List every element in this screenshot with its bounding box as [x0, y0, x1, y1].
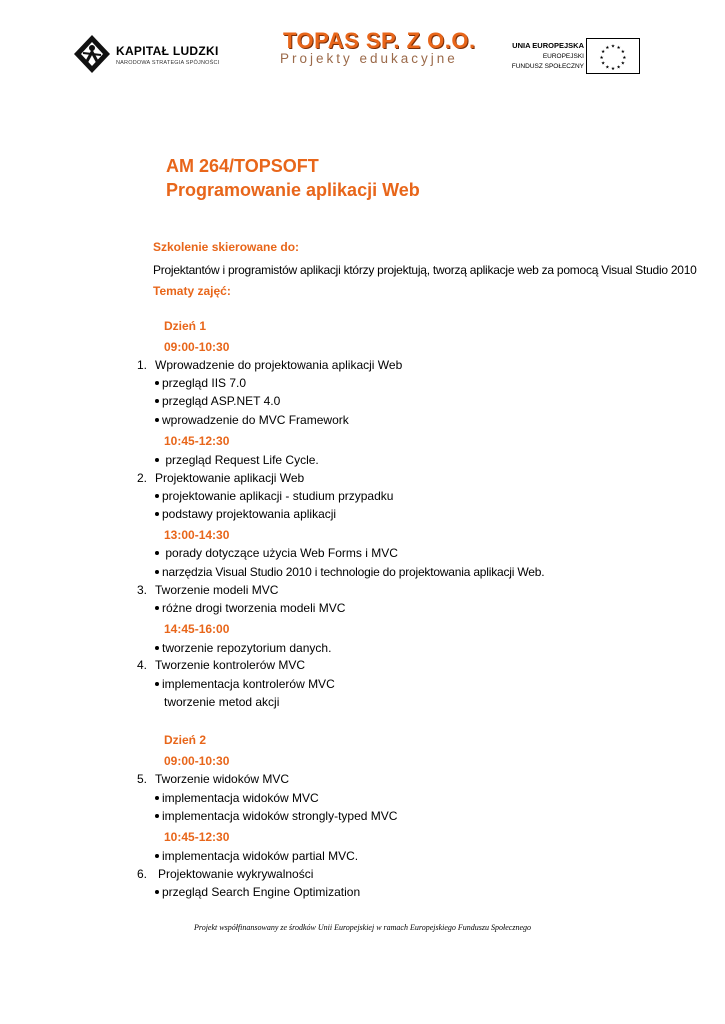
course-code: AM 264/TOPSOFT — [166, 156, 319, 176]
day2-time-slot-1: 09:00-10:30 — [164, 754, 230, 768]
day1-time-slot-1: 09:00-10:30 — [164, 340, 230, 354]
bullet-item: projektowanie aplikacji - studium przypadku — [155, 489, 393, 503]
day1-time-slot-4: 14:45-16:00 — [164, 622, 230, 636]
bullet-item: przegląd IIS 7.0 — [155, 376, 246, 390]
topic-number-2: 2. — [137, 471, 148, 485]
bullet-icon — [155, 418, 159, 422]
bullet-icon — [155, 458, 159, 462]
bullet-icon — [155, 512, 159, 516]
bullet-item: różne drogi tworzenia modeli MVC — [155, 601, 345, 615]
topic-4: Tworzenie kontrolerów MVC — [155, 658, 306, 672]
eu-flag-icon — [586, 38, 640, 74]
svg-text:★: ★ — [610, 67, 616, 73]
bullet-item: przegląd Request Life Cycle. — [155, 453, 319, 467]
eu-label-line3: FUNDUSZ SPOŁECZNY — [511, 63, 584, 70]
day1-time-slot-3: 13:00-14:30 — [164, 528, 230, 542]
bullet-icon — [155, 814, 159, 818]
bullet-item: podstawy projektowania aplikacji — [155, 507, 336, 521]
bullet-item: narzędzia Visual Studio 2010 i technologie do projektowania aplikacji Web. — [155, 565, 544, 579]
svg-text:★: ★ — [616, 46, 621, 52]
svg-text:★: ★ — [610, 44, 616, 50]
topic-2: Projektowanie aplikacji Web — [155, 471, 305, 485]
bullet-icon — [155, 399, 159, 403]
bullet-icon — [155, 381, 159, 385]
eu-label-line2: EUROPEJSKI — [542, 53, 584, 60]
svg-text:★: ★ — [616, 65, 621, 71]
bullet-icon — [155, 606, 159, 610]
eu-label-line1: UNIA EUROPEJSKA — [512, 41, 584, 50]
bullet-item: przegląd Search Engine Optimization — [155, 885, 360, 899]
day2-label: Dzień 2 — [164, 733, 207, 747]
svg-text:★: ★ — [599, 55, 604, 61]
topic-6: Projektowanie wykrywalności — [158, 867, 314, 881]
bullet-item: wprowadzenie do MVC Framework — [155, 413, 349, 427]
sub-item: tworzenie metod akcji — [164, 695, 280, 709]
bullet-icon — [155, 570, 159, 574]
svg-text:★: ★ — [601, 50, 606, 56]
bullet-item: implementacja kontrolerów MVC — [155, 677, 335, 691]
audience-text: Projektantów i programistów aplikacji którzy projektują, tworzą aplikacje web za pomocą Visual Studio 2010 — [153, 263, 697, 277]
svg-text:★: ★ — [601, 61, 606, 67]
topic-number-6: 6. — [137, 867, 148, 881]
bullet-icon — [155, 551, 159, 555]
bullet-item: porady dotyczące użycia Web Forms i MVC — [155, 546, 398, 560]
kapital-ludzki-title: KAPITAŁ LUDZKI — [116, 44, 219, 58]
topic-number-5: 5. — [137, 772, 148, 786]
topas-logo-title: TOPAS SP. Z O.O. — [283, 28, 476, 53]
svg-text:★: ★ — [605, 65, 610, 71]
bullet-icon — [155, 646, 159, 650]
topas-logo-subtitle: Projekty edukacyjne — [280, 51, 458, 66]
topic-1: Wprowadzenie do projektowania aplikacji Web — [155, 358, 403, 372]
bullet-item: przegląd ASP.NET 4.0 — [155, 394, 280, 408]
bullet-icon — [155, 494, 159, 498]
svg-text:★: ★ — [622, 55, 627, 61]
svg-text:★: ★ — [620, 50, 625, 56]
bullet-item: implementacja widoków partial MVC. — [155, 849, 358, 863]
topics-heading: Tematy zajęć: — [153, 284, 231, 298]
topic-number-1: 1. — [137, 358, 148, 372]
bullet-item: implementacja widoków MVC — [155, 791, 319, 805]
topic-5: Tworzenie widoków MVC — [155, 772, 290, 786]
day1-label: Dzień 1 — [164, 319, 207, 333]
bullet-icon — [155, 796, 159, 800]
bullet-item: implementacja widoków strongly-typed MVC — [155, 809, 397, 823]
footer-note: Projekt współfinansowany ze środków Unii Europejskiej w ramach Europejskiego Funduszu Społecznego — [194, 923, 531, 932]
audience-heading: Szkolenie skierowane do: — [153, 240, 300, 254]
bullet-icon — [155, 682, 159, 686]
kapital-ludzki-logo-icon — [72, 33, 112, 75]
svg-text:★: ★ — [605, 46, 610, 52]
kapital-ludzki-subtitle: NARODOWA STRATEGIA SPÓJNOŚCI — [116, 60, 220, 66]
bullet-icon — [155, 890, 159, 894]
bullet-icon — [155, 854, 159, 858]
day2-time-slot-2: 10:45-12:30 — [164, 830, 230, 844]
topic-number-3: 3. — [137, 583, 148, 597]
svg-text:★: ★ — [620, 61, 625, 67]
day1-time-slot-2: 10:45-12:30 — [164, 434, 230, 448]
bullet-item: tworzenie repozytorium danych. — [155, 641, 331, 655]
topic-3: Tworzenie modeli MVC — [155, 583, 279, 597]
topic-number-4: 4. — [137, 658, 148, 672]
course-title: Programowanie aplikacji Web — [166, 180, 420, 200]
